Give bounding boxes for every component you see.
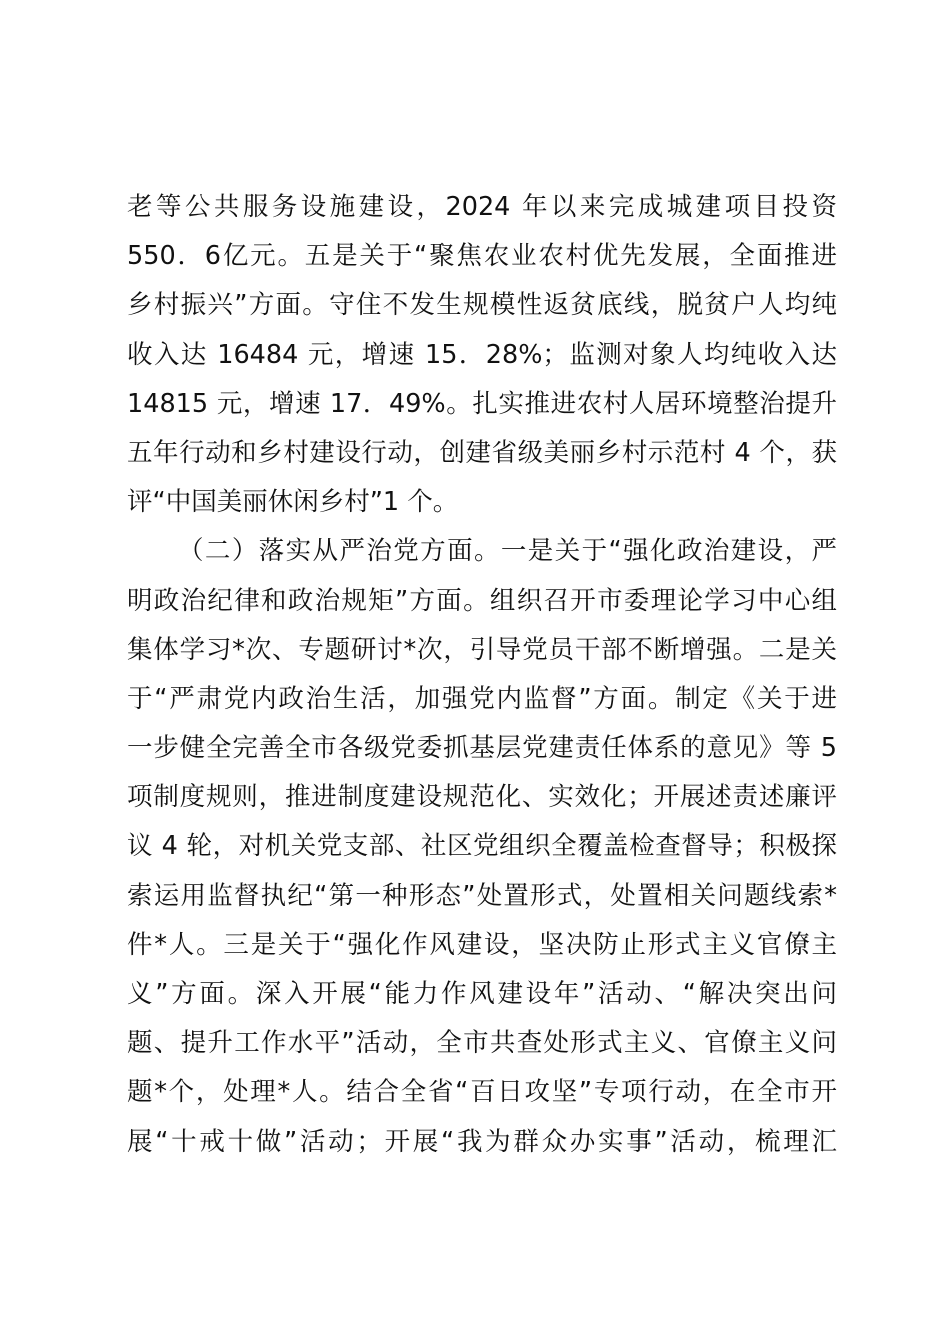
text-line: 明政治纪律和政治规矩”方面。组织召开市委理论学习中心组 <box>127 585 837 616</box>
text-line: 五年行动和乡村建设行动，创建省级美丽乡村示范村 4 个，获 <box>127 437 837 468</box>
text-line: 索运用监督执纪“第一种形态”处置形式，处置相关问题线索* <box>127 880 837 911</box>
text-line: 14815 元，增速 17．49%。扎实推进农村人居环境整治提升 <box>127 388 837 419</box>
text-line: 老等公共服务设施建设，2024 年以来完成城建项目投资 <box>127 192 837 222</box>
text-line: 集体学习*次、专题研讨*次，引导党员干部不断增强。二是关 <box>127 634 837 665</box>
text-line: 一步健全完善全市各级党委抓基层党建责任体系的意见》等 5 <box>127 733 837 764</box>
text-line: 项制度规则，推进制度建设规范化、实效化；开展述责述廉评 <box>127 782 837 813</box>
document-body <box>127 183 837 1167</box>
text-line: 题、提升工作水平”活动，全市共查处形式主义、官僚主义问 <box>127 1028 837 1059</box>
text-line: （二）落实从严治党方面。一是关于“强化政治建设，严 <box>178 536 837 567</box>
text-line: 乡村振兴”方面。守住不发生规模性返贫底线，脱贫户人均纯 <box>127 290 837 321</box>
text-line: 550．6亿元。五是关于“聚焦农业农村优先发展，全面推进 <box>127 241 837 272</box>
text-line: 展“十戒十做”活动；开展“我为群众办实事”活动，梳理汇 <box>127 1126 837 1157</box>
text-line: 议 4 轮，对机关党支部、社区党组织全覆盖检查督导；积极探 <box>127 831 837 862</box>
paragraph-2 <box>127 527 837 1166</box>
text-line: 义”方面。深入开展“能力作风建设年”活动、“解决突出问 <box>127 979 837 1009</box>
text-line: 件*人。三是关于“强化作风建设，坚决防止形式主义官僚主 <box>127 929 837 960</box>
paragraph-1 <box>127 183 837 527</box>
text-line: 于“严肃党内政治生活，加强党内监督”方面。制定《关于进 <box>127 683 837 714</box>
text-line: 评“中国美丽休闲乡村”1 个。 <box>127 487 459 518</box>
text-line: 题*个，处理*人。结合全省“百日攻坚”专项行动，在全市开 <box>127 1077 837 1108</box>
text-line: 收入达 16484 元，增速 15．28%；监测对象人均纯收入达 <box>127 339 837 370</box>
